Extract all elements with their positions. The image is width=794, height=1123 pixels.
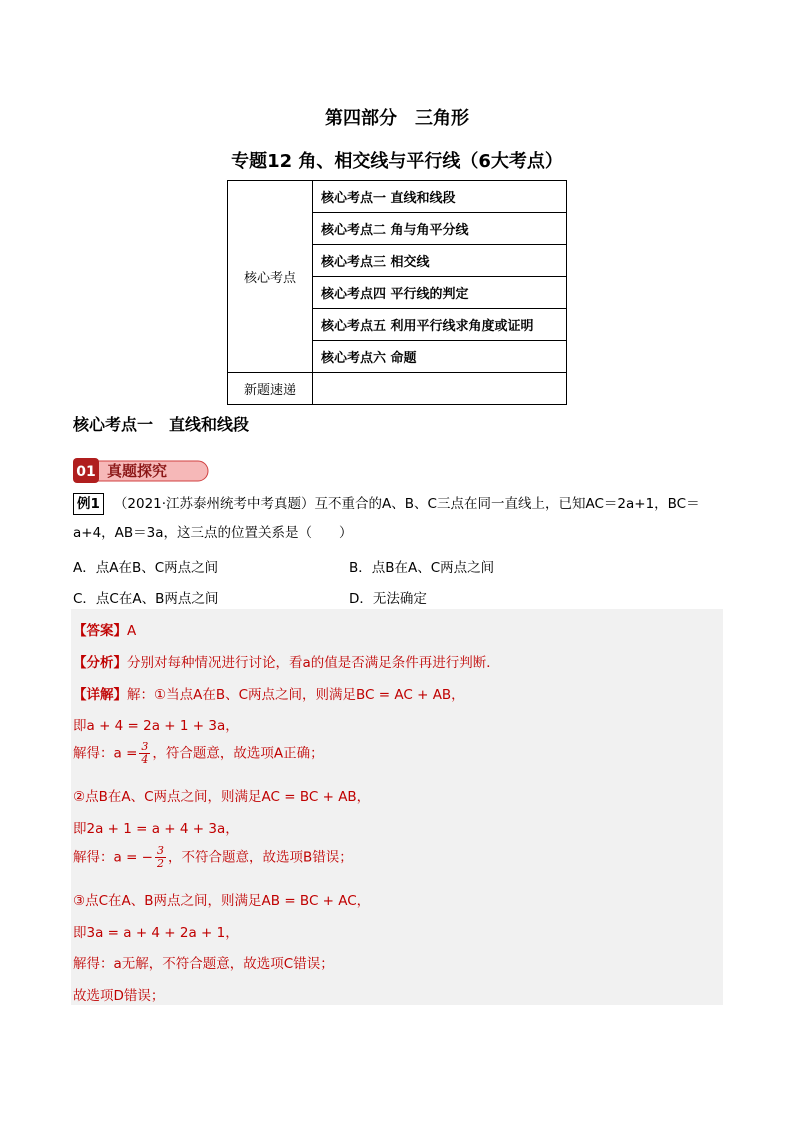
detail-text-6-post: ，不符合题意，故选项B错误； (167, 849, 353, 866)
topic-title: 专题12 角、相交线与平行线（6大考点） (231, 151, 563, 172)
detail-text-1: 解：①当点A在B、C两点之间，则满足BC = AC + AB， (127, 687, 465, 703)
fraction-three-halves (155, 845, 166, 870)
detail-line-10: 故选项D错误； (73, 988, 165, 1004)
fraction-denominator: 2 (156, 857, 164, 870)
detail-text-6-pre: 解得：a = − (73, 849, 153, 866)
outline-item: 核心考点一 直线和线段 (313, 181, 567, 213)
page-title: 第四部分 三角形 (325, 108, 469, 129)
banner-text: 真题探究 (107, 462, 168, 480)
fraction-denominator: 4 (141, 753, 149, 766)
detail-line-4: ②点B在A、C两点之间，则满足AC = BC + AB， (73, 789, 371, 805)
detail-text-3-post: ，符合题意，故选项A正确； (152, 745, 324, 762)
answer-value: A (127, 623, 137, 639)
question-line-1 (73, 493, 700, 515)
detail-text-3-pre: 解得：a = (73, 745, 138, 762)
detail-line-9: 解得：a无解，不符合题意，故选项C错误； (73, 956, 334, 972)
detail-line-1 (73, 683, 465, 703)
answer-line (73, 619, 136, 639)
new-label: 新题速递 (228, 373, 313, 405)
analysis-line (73, 651, 500, 671)
detail-line-5: 即2a + 1 = a + 4 + 3a， (73, 821, 239, 837)
outline-item: 核心考点三 相交线 (313, 245, 567, 277)
detail-line-6 (73, 845, 353, 870)
detail-line-8: 即3a = a + 4 + 2a + 1， (73, 925, 239, 941)
analysis-tag: 【分析】 (73, 655, 127, 671)
question-line-2: a+4，AB＝3a，这三点的位置关系是（ ） (73, 525, 353, 541)
banner-number: 01 (76, 464, 96, 480)
option-c: C．点C在A、B两点之间 (73, 591, 219, 607)
question-text-1: （2021·江苏泰州统考中考真题）互不重合的A、B、C三点在同一直线上，已知AC＝2a+1，BC＝ (113, 496, 700, 512)
outline-item: 核心考点四 平行线的判定 (313, 277, 567, 309)
outline-item: 核心考点五 利用平行线求角度或证明 (313, 309, 567, 341)
outline-table (227, 180, 567, 405)
outline-item: 核心考点二 角与角平分线 (313, 213, 567, 245)
section-heading: 核心考点一 直线和线段 (73, 415, 250, 434)
detail-line-3 (73, 741, 324, 766)
detail-line-2: 即a + 4 = 2a + 1 + 3a， (73, 718, 239, 734)
option-b: B．点B在A、C两点之间 (349, 560, 495, 576)
detail-line-7: ③点C在A、B两点之间，则满足AB = BC + AC， (73, 893, 371, 909)
fraction-three-quarters (139, 741, 150, 766)
option-a: A．点A在B、C两点之间 (73, 560, 219, 576)
outline-item: 核心考点六 命题 (313, 341, 567, 373)
detail-tag: 【详解】 (73, 687, 127, 703)
section-banner (73, 458, 210, 483)
core-label: 核心考点 (228, 181, 313, 373)
example-badge: 例1 (73, 493, 104, 515)
new-value (313, 373, 567, 405)
answer-tag: 【答案】 (73, 623, 127, 639)
option-d: D．无法确定 (349, 591, 427, 607)
fraction-numerator: 3 (141, 740, 149, 753)
analysis-text: 分别对每种情况进行讨论，看a的值是否满足条件再进行判断． (127, 655, 500, 671)
fraction-numerator: 3 (156, 844, 164, 857)
